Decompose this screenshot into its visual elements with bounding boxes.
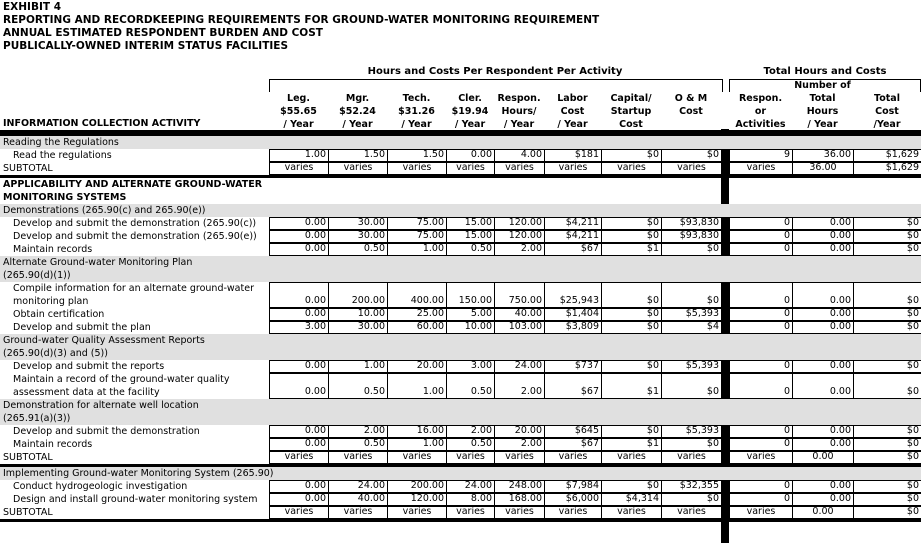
value-cell: $0	[601, 425, 661, 438]
value-cell: 2.00	[494, 373, 544, 399]
value-cell: varies	[269, 506, 328, 519]
total-cell: varies	[729, 162, 792, 175]
row-label: Develop and submit the demonstration	[13, 426, 200, 437]
value-cell: varies	[387, 162, 446, 175]
group-header-per-respondent: Hours and Costs Per Respondent Per Activity	[367, 66, 623, 77]
total-cell: $0	[853, 217, 921, 230]
value-cell: varies	[494, 162, 544, 175]
value-cell: 0.00	[269, 282, 328, 308]
column-header-capital-cost: Capital/ Startup Cost	[610, 93, 652, 130]
value-cell: 10.00	[446, 321, 494, 334]
row-label: Reading the Regulations	[3, 137, 119, 148]
value-cell: 60.00	[387, 321, 446, 334]
total-cell: 0.00	[792, 425, 853, 438]
total-cell: 0	[729, 217, 792, 230]
total-cell: $0	[853, 451, 921, 464]
row-label: Develop and submit the plan	[13, 322, 151, 333]
value-cell: $0	[601, 282, 661, 308]
column-header-respondents: Respon. or Activities	[735, 93, 786, 130]
value-cell: 1.00	[387, 373, 446, 399]
value-cell: 75.00	[387, 230, 446, 243]
total-cell: $0	[853, 282, 921, 308]
value-cell: varies	[544, 451, 601, 464]
value-cell: varies	[661, 451, 721, 464]
value-cell: 1.50	[387, 149, 446, 162]
value-cell: $0	[601, 360, 661, 373]
row-label: Ground-water Quality Assessment Reports (265.90(d)(3) and (5))	[3, 335, 205, 359]
total-cell: $0	[853, 243, 921, 256]
row-label: SUBTOTAL	[3, 163, 53, 174]
value-cell: 103.00	[494, 321, 544, 334]
value-cell: $67	[544, 243, 601, 256]
value-cell: $0	[661, 243, 721, 256]
table-row	[0, 360, 921, 373]
value-cell: 750.00	[494, 282, 544, 308]
section-header-row	[0, 178, 921, 204]
row-label: Maintain records	[13, 244, 93, 255]
total-cell: 0.00	[792, 360, 853, 373]
value-cell: 24.00	[494, 360, 544, 373]
report-subtitle: ANNUAL ESTIMATED RESPONDENT BURDEN AND COST	[3, 27, 323, 39]
column-header-labor-cost: Labor Cost / Year	[557, 93, 588, 130]
value-cell: $0	[601, 321, 661, 334]
value-cell: varies	[328, 451, 387, 464]
table-row	[0, 425, 921, 438]
exhibit-label: EXHIBIT 4	[3, 1, 61, 13]
value-cell: 0.00	[269, 217, 328, 230]
value-cell: $0	[601, 230, 661, 243]
total-cell: 0.00	[792, 243, 853, 256]
value-cell: $3,809	[544, 321, 601, 334]
total-cell: 0.00	[792, 217, 853, 230]
value-cell: $0	[601, 308, 661, 321]
table-row	[0, 217, 921, 230]
row-label: APPLICABILITY AND ALTERNATE GROUND-WATER MONITORING SYSTEMS	[3, 179, 263, 203]
value-cell: $1	[601, 373, 661, 399]
value-cell: 15.00	[446, 217, 494, 230]
table-row	[0, 308, 921, 321]
value-cell: varies	[269, 451, 328, 464]
total-cell: 0.00	[792, 451, 853, 464]
value-cell: 150.00	[446, 282, 494, 308]
column-header-respon-hours: Respon. Hours/ / Year	[497, 93, 541, 130]
row-label: Read the regulations	[13, 150, 112, 161]
total-cell: $1,629	[853, 149, 921, 162]
value-cell: $181	[544, 149, 601, 162]
value-cell: 0.00	[269, 438, 328, 451]
value-cell: 200.00	[387, 480, 446, 493]
total-cell: $0	[853, 321, 921, 334]
value-cell: 0.50	[328, 243, 387, 256]
column-header-total-hours: Number of Total Hours / Year	[794, 80, 851, 130]
value-cell: varies	[269, 162, 328, 175]
value-cell: varies	[494, 451, 544, 464]
row-label: Alternate Ground-water Monitoring Plan (265.90(d)(1))	[3, 257, 193, 281]
total-cell: 0.00	[792, 373, 853, 399]
row-label: Design and install ground-water monitoring system	[13, 494, 258, 505]
value-cell: 3.00	[446, 360, 494, 373]
subtotal-row	[0, 162, 921, 178]
value-cell: 40.00	[494, 308, 544, 321]
row-label: SUBTOTAL	[3, 452, 53, 463]
value-cell: varies	[661, 162, 721, 175]
value-cell: 0.00	[269, 480, 328, 493]
value-cell: 0.50	[328, 438, 387, 451]
value-cell: $1	[601, 438, 661, 451]
total-cell: 0	[729, 480, 792, 493]
value-cell: 2.00	[494, 243, 544, 256]
value-cell: 20.00	[387, 360, 446, 373]
section-header-row	[0, 399, 921, 425]
column-header-activity: INFORMATION COLLECTION ACTIVITY	[3, 118, 201, 129]
value-cell: $0	[601, 480, 661, 493]
total-cell: $0	[853, 480, 921, 493]
value-cell: 0.00	[269, 425, 328, 438]
table-row	[0, 321, 921, 334]
row-label: SUBTOTAL	[3, 507, 53, 518]
value-cell: varies	[328, 506, 387, 519]
value-cell: 16.00	[387, 425, 446, 438]
value-cell: varies	[544, 162, 601, 175]
value-cell: $5,393	[661, 308, 721, 321]
total-cell: 0.00	[792, 480, 853, 493]
value-cell: $4,314	[601, 493, 661, 506]
value-cell: 24.00	[328, 480, 387, 493]
value-cell: 120.00	[494, 217, 544, 230]
value-cell: varies	[446, 506, 494, 519]
total-cell: 0	[729, 230, 792, 243]
row-label: Develop and submit the demonstration (265.90(c))	[13, 218, 257, 229]
value-cell: $67	[544, 438, 601, 451]
value-cell: 2.00	[328, 425, 387, 438]
value-cell: varies	[328, 162, 387, 175]
table-row	[0, 480, 921, 493]
value-cell: $4,211	[544, 217, 601, 230]
total-cell: $0	[853, 425, 921, 438]
total-cell: 0	[729, 438, 792, 451]
value-cell: 1.00	[328, 360, 387, 373]
data-table	[0, 136, 921, 522]
row-label: Develop and submit the demonstration (265.90(e))	[13, 231, 257, 242]
value-cell: $1,404	[544, 308, 601, 321]
value-cell: varies	[446, 162, 494, 175]
value-cell: $6,000	[544, 493, 601, 506]
value-cell: $93,830	[661, 217, 721, 230]
value-cell: 2.00	[494, 438, 544, 451]
value-cell: varies	[446, 451, 494, 464]
group-header-totals: Total Hours and Costs	[763, 66, 887, 77]
table-row	[0, 243, 921, 256]
value-cell: 0.00	[269, 230, 328, 243]
report-title: REPORTING AND RECORDKEEPING REQUIREMENTS FOR GROUND-WATER MONITORING REQUIREMENT	[3, 14, 600, 26]
section-header-row	[0, 467, 921, 480]
value-cell: 400.00	[387, 282, 446, 308]
total-cell: 0.00	[792, 493, 853, 506]
value-cell: varies	[661, 506, 721, 519]
total-cell: 0.00	[792, 230, 853, 243]
value-cell: 0.50	[446, 243, 494, 256]
value-cell: 0.00	[269, 308, 328, 321]
value-cell: $67	[544, 373, 601, 399]
row-label: Demonstration for alternate well location (265.91(a)(3))	[3, 400, 199, 424]
column-header-cler: Cler. $19.94 / Year	[451, 93, 489, 130]
total-cell: 0	[729, 425, 792, 438]
total-cell: 9	[729, 149, 792, 162]
value-cell: $0	[601, 217, 661, 230]
value-cell: 3.00	[269, 321, 328, 334]
value-cell: $737	[544, 360, 601, 373]
row-label: Maintain records	[13, 439, 93, 450]
table-row	[0, 230, 921, 243]
value-cell: 168.00	[494, 493, 544, 506]
value-cell: $32,355	[661, 480, 721, 493]
value-cell: varies	[387, 506, 446, 519]
value-cell: 24.00	[446, 480, 494, 493]
total-cell: 36.00	[792, 149, 853, 162]
row-label: Compile information for an alternate ground-water monitoring plan	[13, 283, 254, 307]
value-cell: 30.00	[328, 230, 387, 243]
row-label: Demonstrations (265.90(c) and 265.90(e))	[3, 205, 206, 216]
total-cell: 0	[729, 493, 792, 506]
value-cell: $0	[661, 373, 721, 399]
section-header-row	[0, 136, 921, 149]
value-cell: 120.00	[494, 230, 544, 243]
value-cell: varies	[387, 451, 446, 464]
total-cell: 0.00	[792, 506, 853, 519]
row-label: Conduct hydrogeologic investigation	[13, 481, 188, 492]
section-header-row	[0, 204, 921, 217]
total-cell: 0	[729, 243, 792, 256]
value-cell: 8.00	[446, 493, 494, 506]
table-row	[0, 373, 921, 399]
total-cell: $0	[853, 360, 921, 373]
value-cell: $0	[661, 282, 721, 308]
total-cell: varies	[729, 506, 792, 519]
total-cell: 0.00	[792, 308, 853, 321]
value-cell: 10.00	[328, 308, 387, 321]
total-cell: 0	[729, 308, 792, 321]
value-cell: $25,943	[544, 282, 601, 308]
subtotal-row	[0, 506, 921, 522]
value-cell: $0	[661, 149, 721, 162]
value-cell: 5.00	[446, 308, 494, 321]
value-cell: 0.00	[269, 243, 328, 256]
value-cell: 0.00	[269, 493, 328, 506]
report-facility-type: PUBLICALLY-OWNED INTERIM STATUS FACILITIES	[3, 40, 289, 52]
value-cell: 200.00	[328, 282, 387, 308]
value-cell: 2.00	[446, 425, 494, 438]
value-cell: $4	[661, 321, 721, 334]
value-cell: varies	[601, 451, 661, 464]
value-cell: 248.00	[494, 480, 544, 493]
section-header-row	[0, 334, 921, 360]
value-cell: 1.00	[269, 149, 328, 162]
total-cell: $0	[853, 373, 921, 399]
value-cell: $0	[601, 149, 661, 162]
total-cell: $0	[853, 230, 921, 243]
value-cell: 30.00	[328, 321, 387, 334]
value-cell: varies	[494, 506, 544, 519]
total-cell: 36.00	[792, 162, 853, 175]
value-cell: varies	[601, 162, 661, 175]
value-cell: 1.00	[387, 438, 446, 451]
value-cell: $5,393	[661, 360, 721, 373]
row-label: Develop and submit the reports	[13, 361, 165, 372]
value-cell: varies	[544, 506, 601, 519]
column-header-total-cost: Total Cost /Year	[873, 93, 901, 130]
value-cell: 75.00	[387, 217, 446, 230]
total-cell: $0	[853, 493, 921, 506]
total-cell: $0	[853, 308, 921, 321]
value-cell: 0.00	[269, 373, 328, 399]
column-header-mgr: Mgr. $52.24 / Year	[339, 93, 376, 130]
value-cell: 0.50	[328, 373, 387, 399]
total-cell: 0	[729, 321, 792, 334]
value-cell: 20.00	[494, 425, 544, 438]
value-cell: varies	[601, 506, 661, 519]
value-cell: 25.00	[387, 308, 446, 321]
value-cell: $5,393	[661, 425, 721, 438]
group-bracket-per-respondent	[269, 79, 723, 92]
value-cell: 0.50	[446, 373, 494, 399]
row-label: Obtain certification	[13, 309, 105, 320]
subtotal-row	[0, 451, 921, 467]
section-header-row	[0, 256, 921, 282]
row-label: Maintain a record of the ground-water quality assessment data at the facility	[13, 374, 230, 398]
total-cell: 0.00	[792, 321, 853, 334]
total-cell: $1,629	[853, 162, 921, 175]
column-header-leg: Leg. $55.65 / Year	[280, 93, 317, 130]
value-cell: 1.50	[328, 149, 387, 162]
total-cell: 0	[729, 360, 792, 373]
total-cell: 0	[729, 282, 792, 308]
total-cell: $0	[853, 506, 921, 519]
value-cell: 4.00	[494, 149, 544, 162]
total-cell: varies	[729, 451, 792, 464]
total-cell: $0	[853, 438, 921, 451]
value-cell: $0	[661, 438, 721, 451]
total-cell: 0.00	[792, 438, 853, 451]
value-cell: 1.00	[387, 243, 446, 256]
value-cell: $7,984	[544, 480, 601, 493]
total-cell: 0.00	[792, 282, 853, 308]
value-cell: $0	[661, 493, 721, 506]
value-cell: 120.00	[387, 493, 446, 506]
value-cell: 0.00	[269, 360, 328, 373]
value-cell: $4,211	[544, 230, 601, 243]
value-cell: 40.00	[328, 493, 387, 506]
value-cell: $1	[601, 243, 661, 256]
total-cell: 0	[729, 373, 792, 399]
column-header-tech: Tech. $31.26 / Year	[398, 93, 435, 130]
value-cell: $93,830	[661, 230, 721, 243]
value-cell: 15.00	[446, 230, 494, 243]
column-header-om-cost: O & M Cost	[674, 93, 708, 117]
row-label: Implementing Ground-water Monitoring System (265.90)	[3, 468, 274, 479]
table-row	[0, 282, 921, 308]
value-cell: $645	[544, 425, 601, 438]
value-cell: 30.00	[328, 217, 387, 230]
value-cell: 0.00	[446, 149, 494, 162]
value-cell: 0.50	[446, 438, 494, 451]
